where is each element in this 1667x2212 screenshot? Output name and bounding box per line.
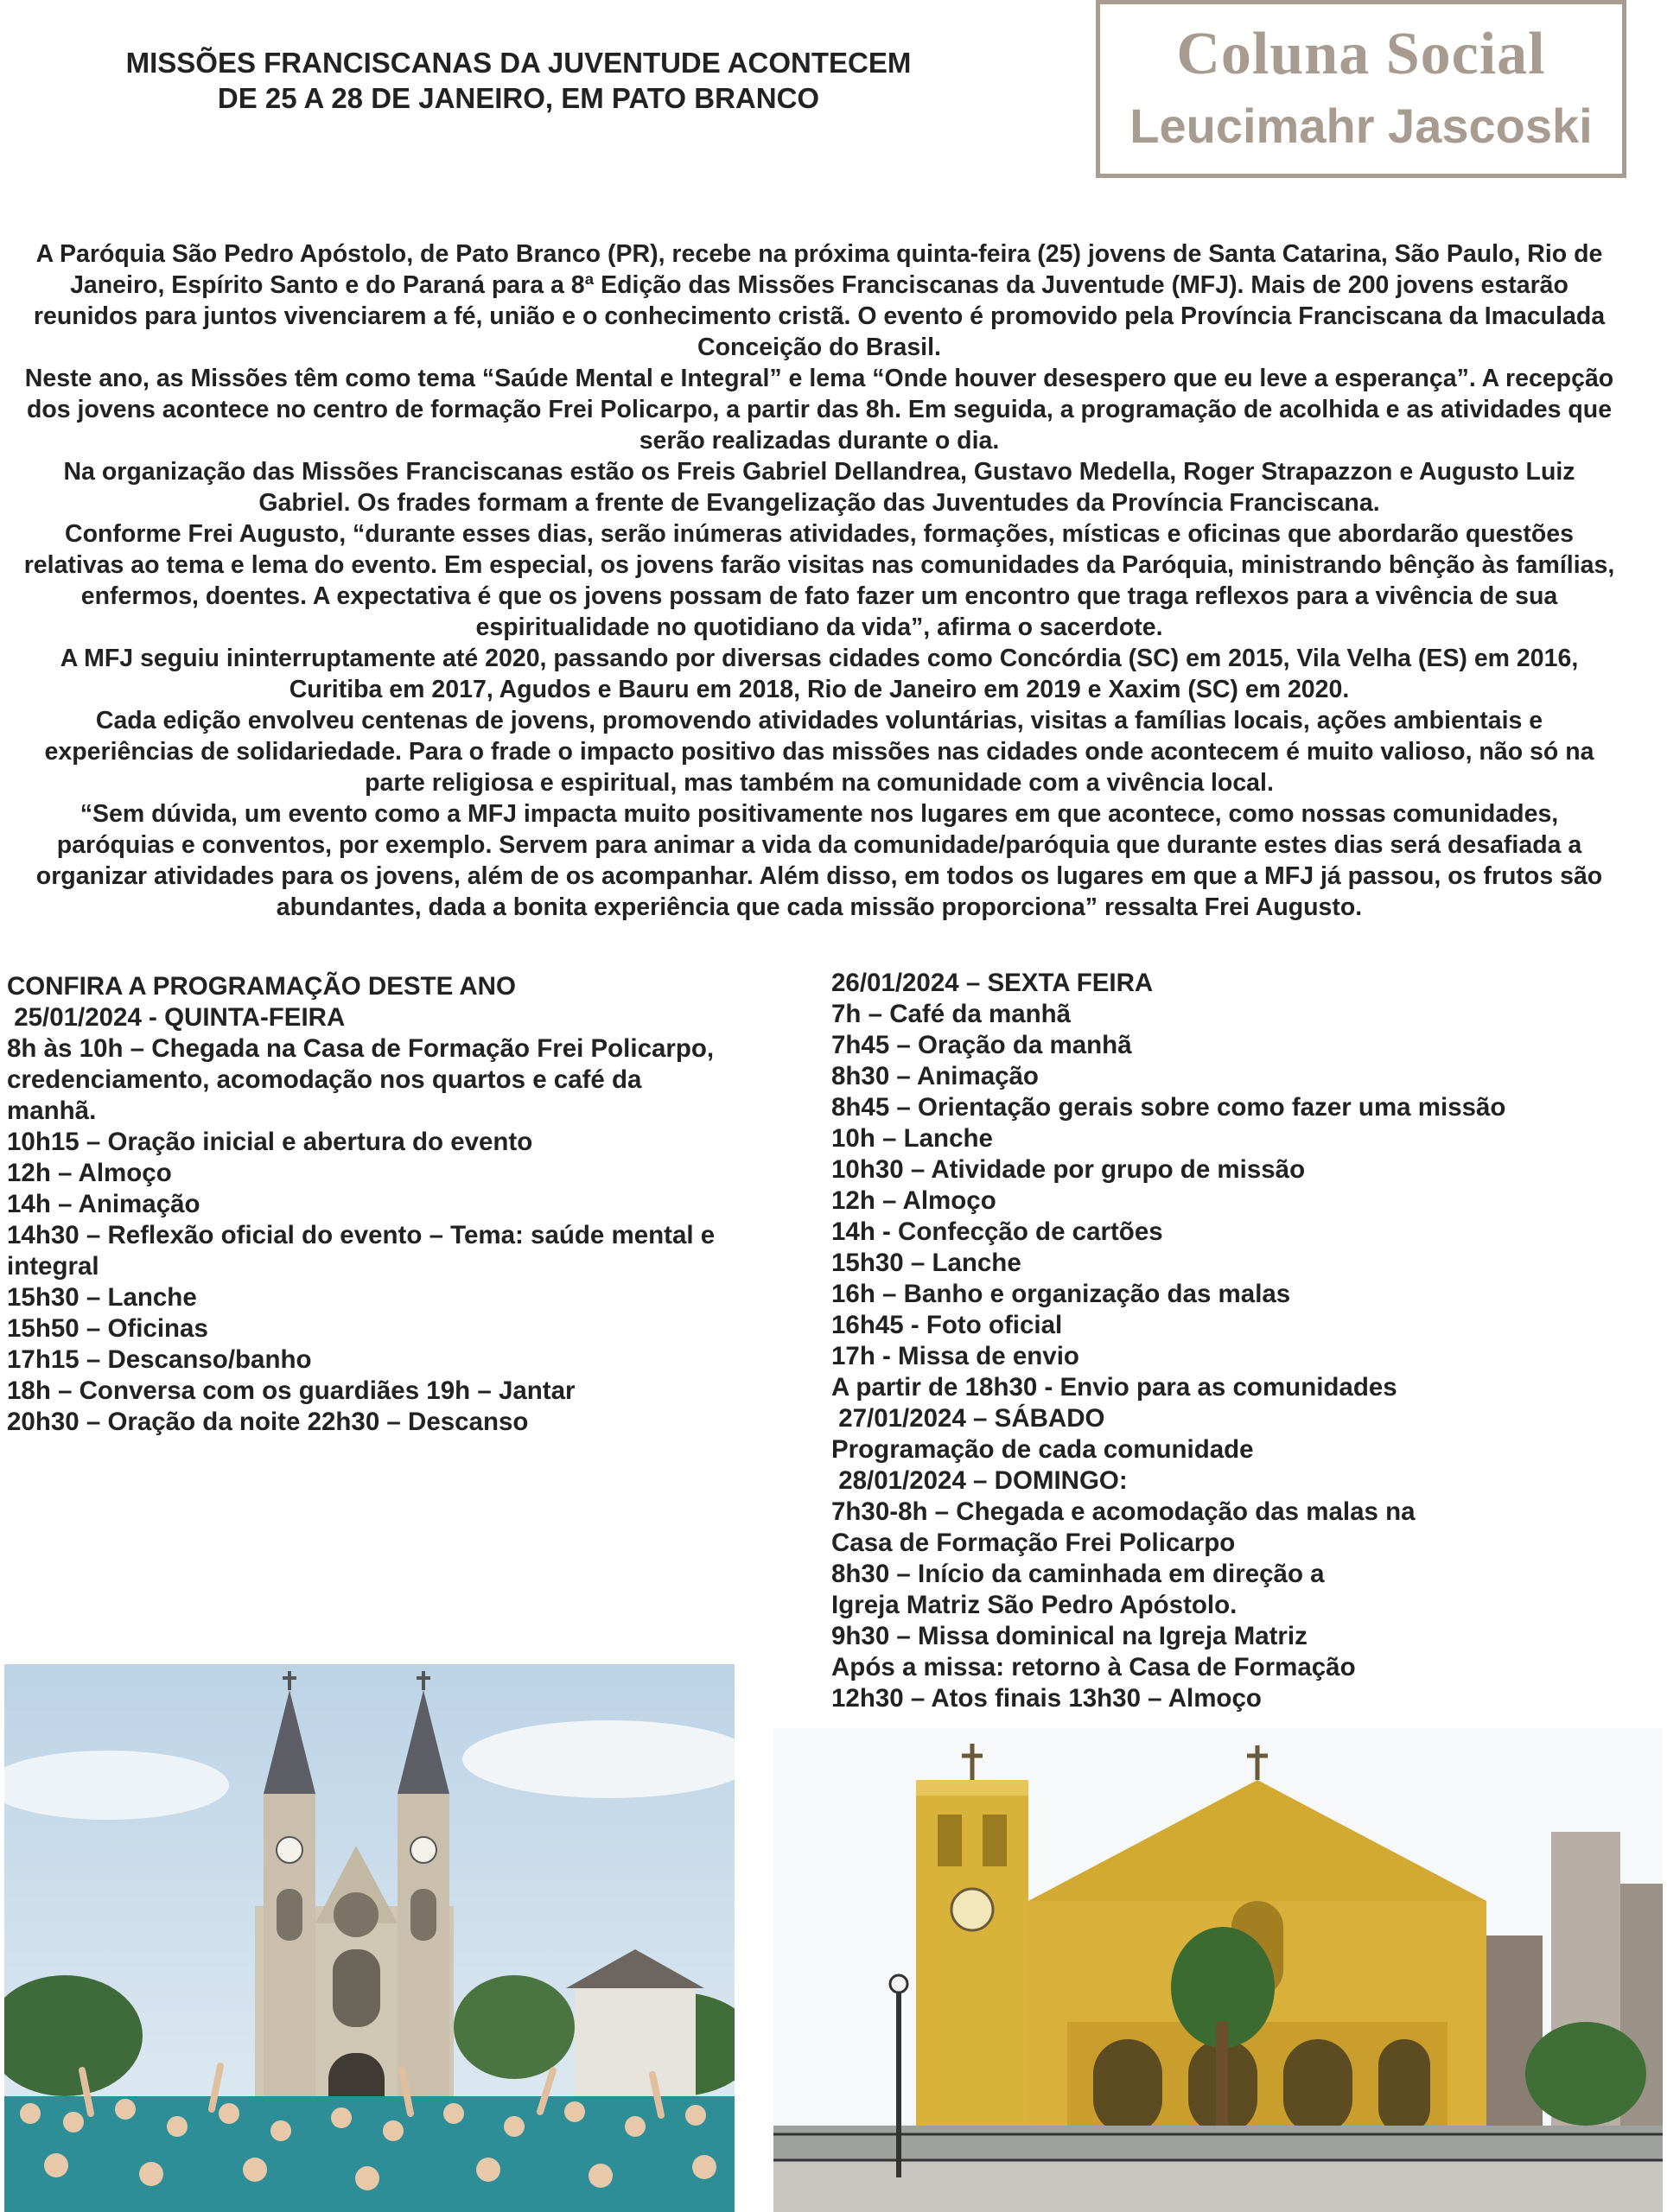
article-body	[19, 238, 1619, 923]
schedule-line: 7h45 – Oração da manhã	[831, 1031, 1132, 1059]
article-paragraph: Cada edição envolveu centenas de jovens, promovendo atividades voluntárias, visitas a famílias locais, ações ambientais e experiências de solidariedade. Para o frade o impacto positivo das missões nas cidades onde acontecem é muito valioso, não só na parte religiosa e espiritual, mas também na comunidade com a vivência local.	[44, 707, 1594, 797]
schedule-line: 12h – Almoço	[7, 1159, 172, 1187]
schedule-line: 20h30 – Oração da noite 22h30 – Descanso	[7, 1408, 529, 1436]
schedule-line: 14h – Animação	[7, 1190, 200, 1218]
schedule-line: 10h – Lanche	[831, 1124, 993, 1153]
schedule-line: 8h às 10h – Chegada na Casa de Formação Frei Policarpo,	[7, 1034, 715, 1063]
schedule-line: 10h15 – Oração inicial e abertura do evento	[7, 1128, 533, 1156]
column-title: Coluna Social	[1176, 21, 1546, 87]
schedule-line: 7h – Café da manhã	[831, 1000, 1072, 1028]
schedule-line: 16h45 - Foto oficial	[831, 1311, 1063, 1339]
schedule-right	[831, 968, 1609, 1714]
article-paragraph: Conforme Frei Augusto, “durante esses dias, serão inúmeras atividades, formações, místicas e oficinas que abordarão questões relativas ao tema e lema do evento. Em especial, os jovens farão visitas nas comunidades da Paróquia, ministrando bênção às famílias, enfermos, doentes. A expectativa é que os jovens possam de fato fazer um encontro que traga reflexos para a vivência de sua espiritualidade no quotidiano da vida”, afirma o sacerdote.	[23, 520, 1615, 641]
schedule-line: Igreja Matriz São Pedro Apóstolo.	[831, 1591, 1238, 1619]
column-box	[1096, 0, 1626, 178]
schedule-line: 7h30-8h – Chegada e acomodação das malas na	[831, 1497, 1416, 1526]
schedule-line: Casa de Formação Frei Policarpo	[831, 1529, 1236, 1557]
schedule-line: 12h – Almoço	[831, 1186, 996, 1215]
yellow-church-photo	[773, 1728, 1663, 2212]
schedule-line: 18h – Conversa com os guardiães 19h – Jantar	[7, 1376, 576, 1405]
headline	[52, 45, 985, 116]
schedule-line: A partir de 18h30 - Envio para as comunidades	[831, 1373, 1397, 1402]
headline-line-1: MISSÕES FRANCISCANAS DA JUVENTUDE ACONTECEM	[125, 47, 912, 79]
schedule-line: 15h50 – Oficinas	[7, 1314, 208, 1343]
schedule-line: 12h30 – Atos finais 13h30 – Almoço	[831, 1684, 1262, 1713]
schedule-line: 15h30 – Lanche	[831, 1249, 1021, 1277]
schedule-line: 15h30 – Lanche	[7, 1283, 197, 1312]
schedule-line: 14h - Confecção de cartões	[831, 1217, 1163, 1246]
column-author: Leucimahr Jascoski	[1129, 99, 1593, 153]
schedule-line: 17h - Missa de envio	[831, 1342, 1079, 1370]
schedule-line: 17h15 – Descanso/banho	[7, 1345, 312, 1374]
article-paragraph: Na organização das Missões Franciscanas estão os Freis Gabriel Dellandrea, Gustavo Medella, Roger Strapazzon e Augusto Luiz Gabriel. Os frades formam a frente de Evangelização das Juventudes da Província Franciscana.	[63, 458, 1575, 517]
schedule-line: 10h30 – Atividade por grupo de missão	[831, 1155, 1306, 1184]
article-paragraph: A MFJ seguiu ininterruptamente até 2020, passando por diversas cidades como Concórdia (SC) em 2015, Vila Velha (ES) em 2016, Curitiba em 2017, Agudos e Bauru em 2018, Rio de Janeiro em 2019 e Xaxim (SC) em 2020.	[60, 645, 1579, 703]
schedule-line: 8h30 – Animação	[831, 1062, 1039, 1090]
schedule-line: 14h30 – Reflexão oficial do evento – Tema: saúde mental e integral	[7, 1221, 722, 1281]
schedule-line: 8h45 – Orientação gerais sobre como fazer uma missão	[831, 1093, 1506, 1122]
schedule-line: 26/01/2024 – SEXTA FEIRA	[831, 969, 1154, 997]
schedule-line: 28/01/2024 – DOMINGO:	[831, 1466, 1128, 1495]
article-paragraph: “Sem dúvida, um evento como a MFJ impacta muito positivamente nos lugares em que acontece, como nossas comunidades, paróquias e conventos, por exemplo. Servem para animar a vida da comunidade/paróquia que durante estes dias será desafiada a organizar atividades para os jovens, além de os acompanhar. Além disso, em todos os lugares em que a MFJ já passou, os frutos são abundantes, dada a bonita experiência que cada missão proporciona” ressalta Frei Augusto.	[35, 800, 1603, 921]
article-paragraph: Neste ano, as Missões têm como tema “Saúde Mental e Integral” e lema “Onde houver desespero que eu leve a esperança”. A recepção dos jovens acontece no centro de formação Frei Policarpo, a partir das 8h. Em seguida, a programação de acolhida e as atividades que serão realizadas durante o dia.	[24, 365, 1614, 454]
schedule-line: Após a missa: retorno à Casa de Formação	[831, 1653, 1356, 1681]
article-paragraph: A Paróquia São Pedro Apóstolo, de Pato Branco (PR), recebe na próxima quinta-feira (25) jovens de Santa Catarina, São Paulo, Rio de Janeiro, Espírito Santo e do Paraná para a 8ª Edição das Missões Franciscanas da Juventude (MFJ). Mais de 200 jovens estarão reunidos para juntos vivenciarem a fé, união e o conhecimento cristã. O evento é promovido pela Província Franciscana da Imaculada Conceição do Brasil.	[33, 240, 1606, 361]
schedule-left	[7, 971, 733, 1438]
cathedral-crowd-photo	[4, 1664, 735, 2212]
schedule-line: credenciamento, acomodação nos quartos e café da manhã.	[7, 1065, 649, 1125]
schedule-line: 8h30 – Início da caminhada em direção a	[831, 1560, 1325, 1588]
schedule-line: Programação de cada comunidade	[831, 1435, 1254, 1464]
schedule-line: 9h30 – Missa dominical na Igreja Matriz	[831, 1622, 1308, 1650]
schedule-line: 25/01/2024 - QUINTA-FEIRA	[7, 1003, 346, 1032]
schedule-line: 16h – Banho e organização das malas	[831, 1280, 1291, 1308]
schedule-line: 27/01/2024 – SÁBADO	[831, 1404, 1105, 1433]
headline-line-2: DE 25 A 28 DE JANEIRO, EM PATO BRANCO	[217, 82, 820, 114]
schedule-line: CONFIRA A PROGRAMAÇÃO DESTE ANO	[7, 972, 516, 1001]
